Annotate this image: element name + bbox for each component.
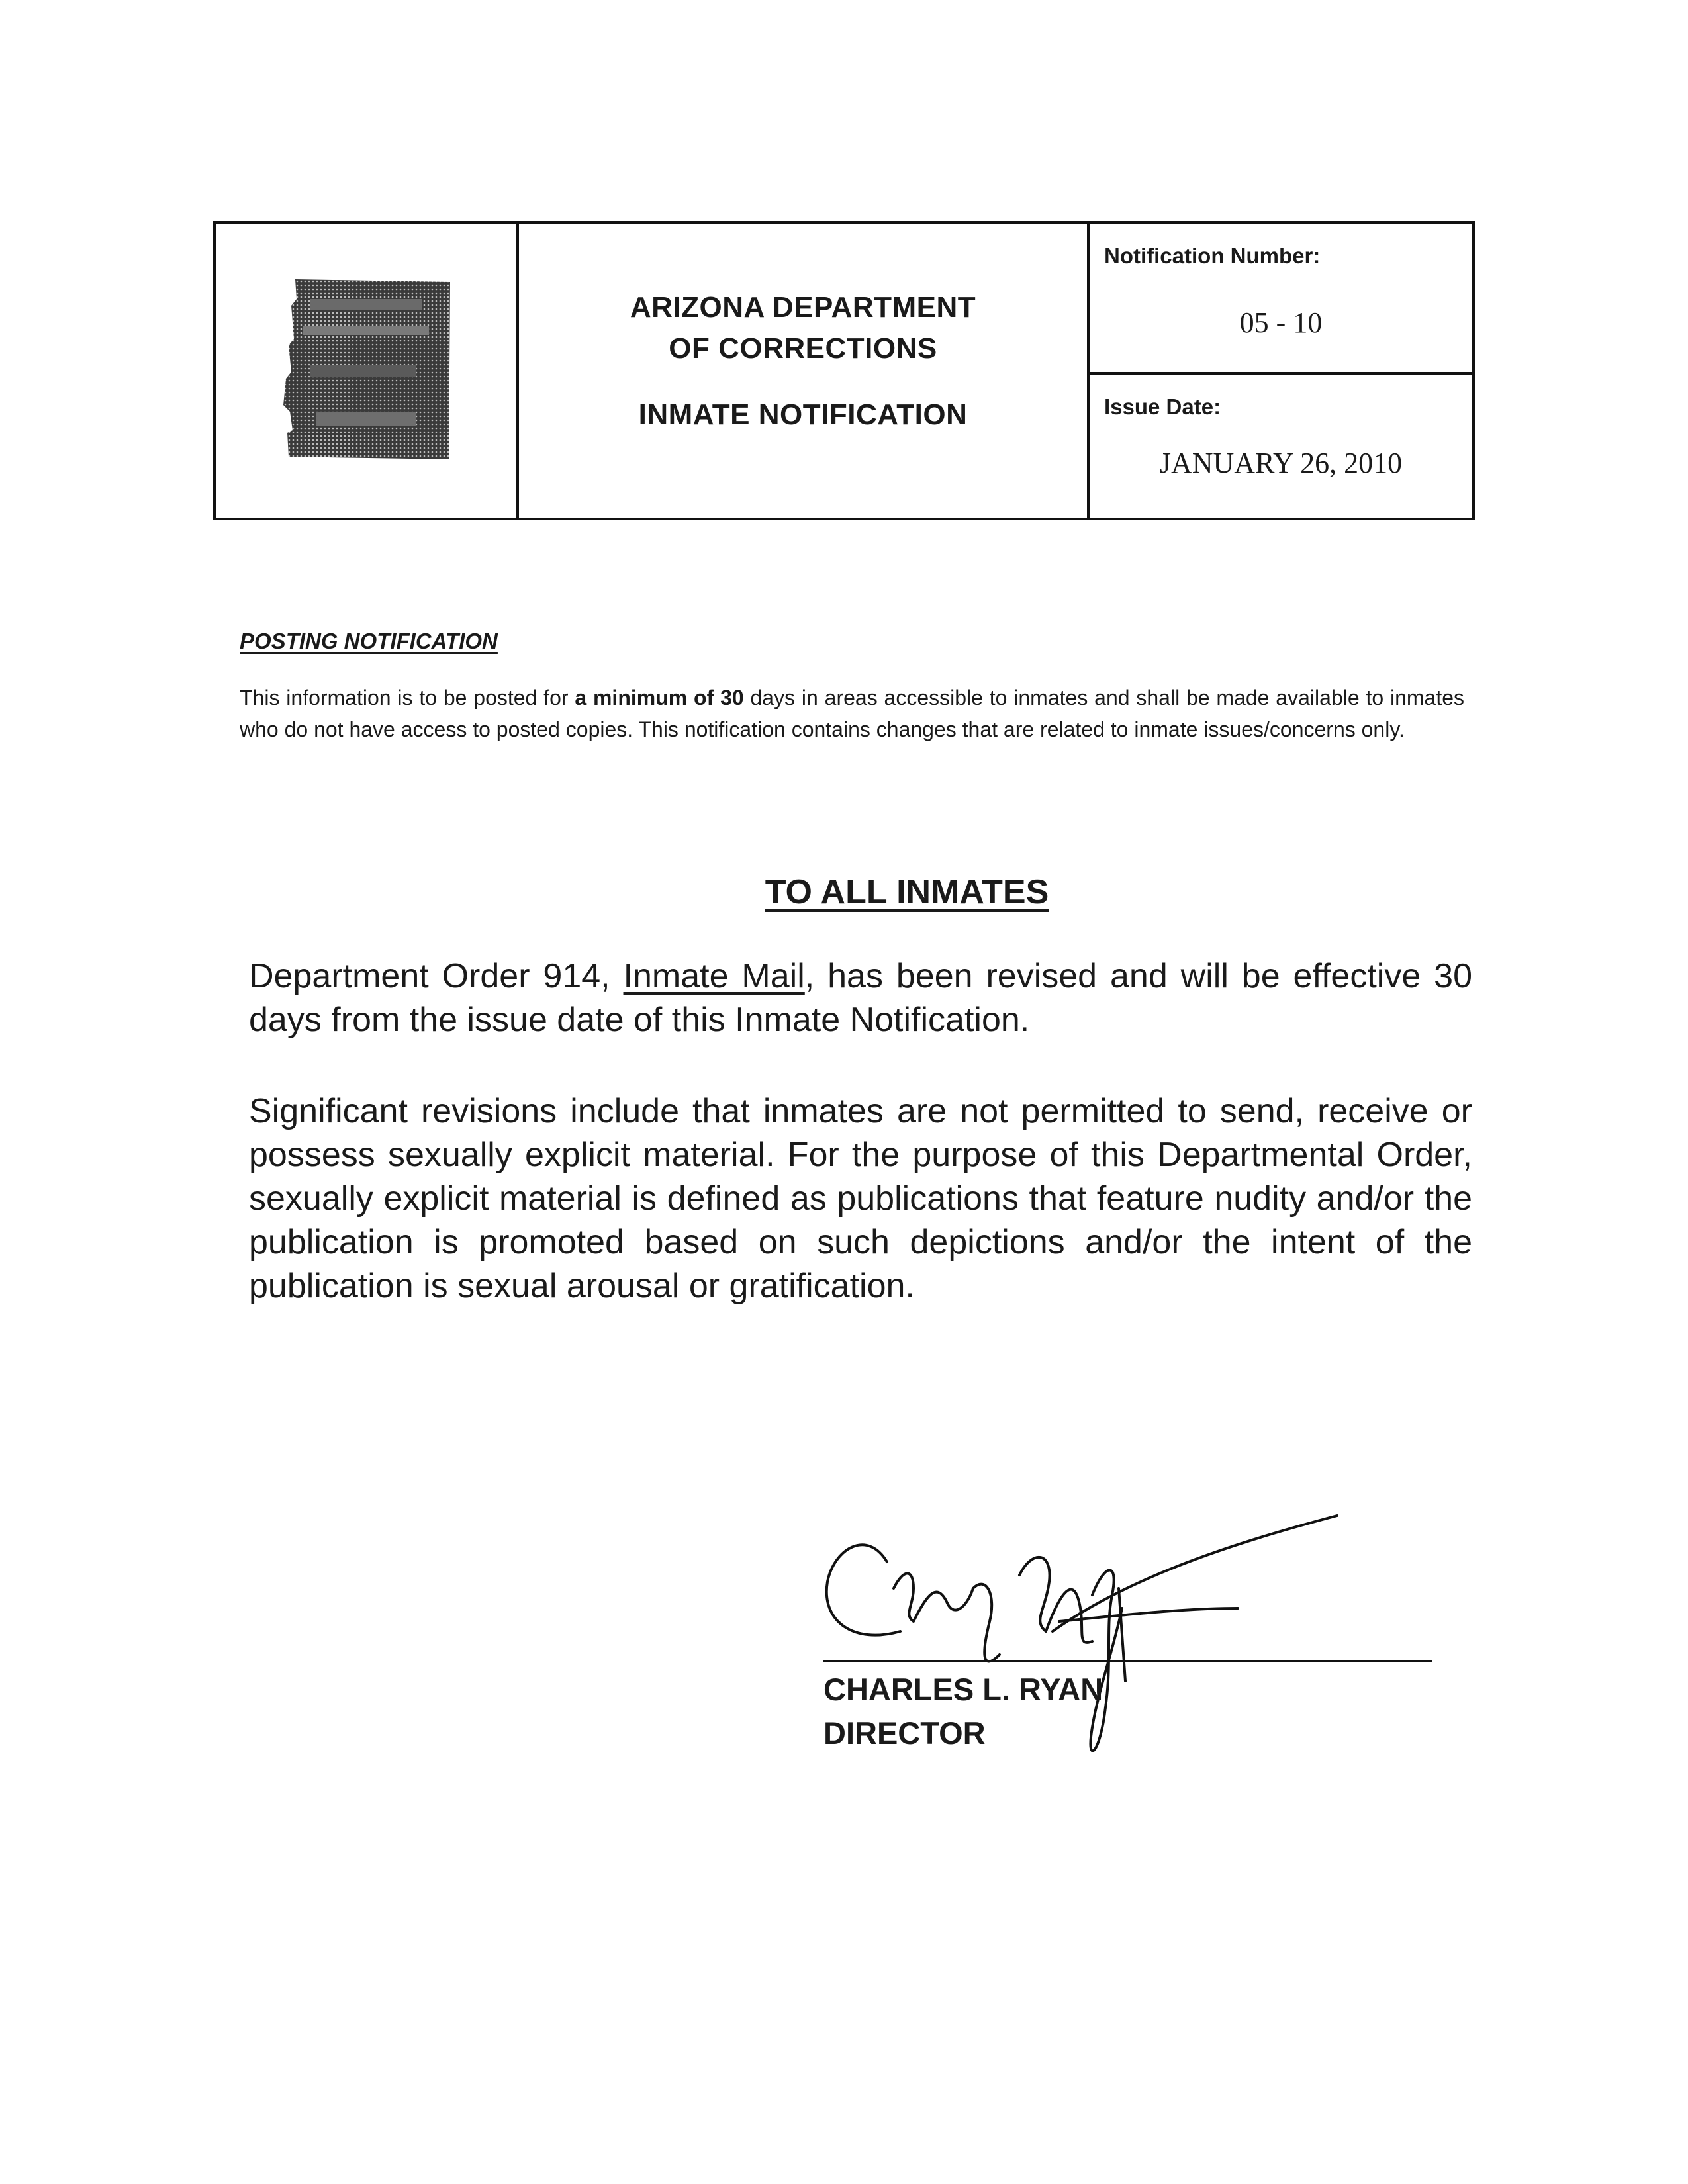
notice-paragraph-2: Significant revisions include that inmates are not permitted to send, receive or possess sexually explicit material. For the purpose of this Departmental Order, sexually explicit material is defined as publications that feature nudity and/or the publication is promoted based on such depictions and/or the intent of the publication is sexual arousal or gratification. — [249, 1092, 1472, 1305]
notification-number: 05 - 10 — [1239, 306, 1323, 339]
title-cell — [519, 224, 1090, 518]
signatory-block — [823, 1668, 1103, 1755]
posting-text-emphasis: a minimum of 30 — [575, 686, 744, 709]
signatory-name: CHARLES L. RYAN — [823, 1672, 1103, 1707]
signatory-title: DIRECTOR — [823, 1715, 986, 1751]
department-line-1: ARIZONA DEPARTMENT — [630, 291, 976, 324]
posting-notification-text — [240, 682, 1464, 745]
logo-cell — [216, 224, 519, 518]
issue-date-label: Issue Date: — [1104, 394, 1221, 419]
department-line-2: OF CORRECTIONS — [669, 332, 937, 365]
posting-text-start: This information is to be posted for — [240, 686, 575, 709]
posting-notification-heading: POSTING NOTIFICATION — [240, 629, 498, 653]
notification-number-box — [1090, 224, 1472, 375]
posting-text-end: days in areas accessible to inmates and shall be made available to inmates who do not have access to posted copies. This notification contains changes that are related to inmate issues/concerns only. — [240, 686, 1465, 741]
paragraph-1-start: Department Order 914, — [249, 957, 624, 995]
header-table — [213, 221, 1475, 520]
meta-cell — [1090, 224, 1472, 518]
order-title: Inmate Mail — [623, 957, 805, 995]
issue-date: JANUARY 26, 2010 — [1159, 447, 1403, 479]
notification-number-label: Notification Number: — [1104, 244, 1321, 268]
department-name — [519, 287, 1087, 369]
department-seal-icon — [283, 279, 450, 459]
notice-paragraph-1 — [249, 954, 1472, 1042]
paragraph-1-end: , has been revised and will be effective 30 days from the issue date of this Inmate Notification. — [249, 957, 1472, 1039]
issue-date-box — [1090, 375, 1472, 518]
notification-title: INMATE NOTIFICATION — [638, 398, 968, 431]
notice-heading: TO ALL INMATES — [765, 873, 1049, 911]
